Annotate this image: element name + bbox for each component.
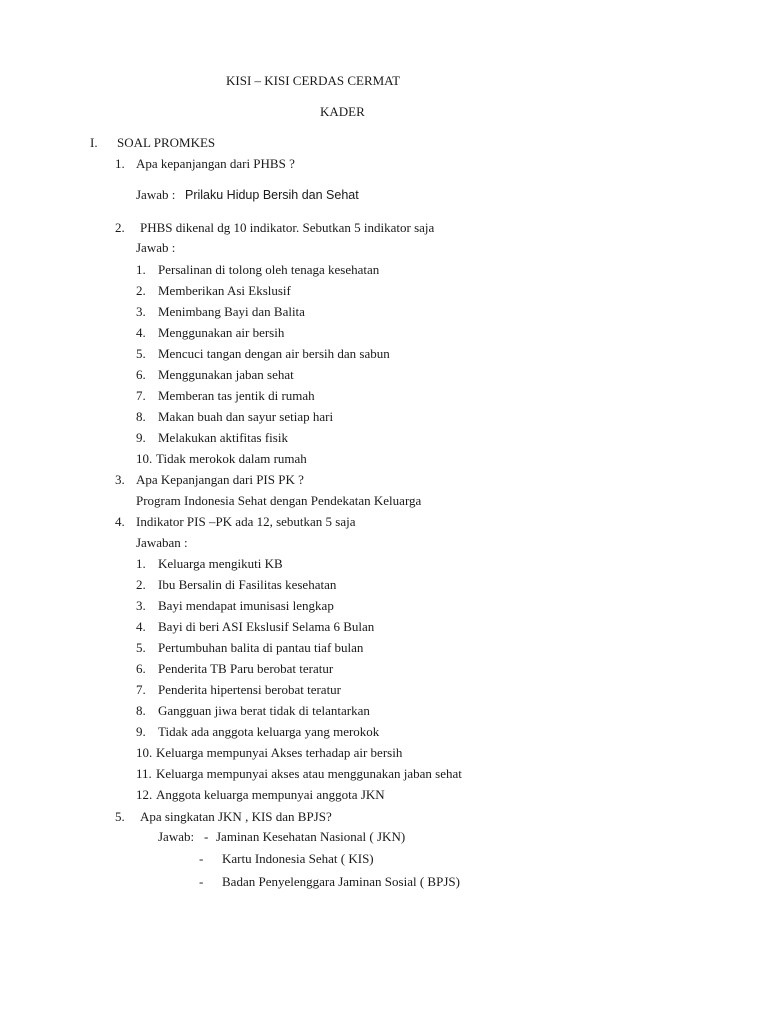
list-item-text: Menggunakan jaban sehat	[158, 367, 294, 382]
document-subtitle: KADER	[320, 104, 365, 119]
q5-bullet: -	[199, 874, 204, 889]
list-item-text: Bayi mendapat imunisasi lengkap	[158, 598, 334, 613]
q3-answer: Program Indonesia Sehat dengan Pendekatan Keluarga	[136, 493, 422, 508]
q5-bullet: -	[204, 829, 209, 844]
list-item-number: 10.	[136, 451, 153, 466]
q4-answer-label: Jawaban :	[136, 535, 188, 550]
list-item-number: 9.	[136, 430, 146, 445]
list-item-number: 8.	[136, 409, 146, 424]
list-item-text: Memberikan Asi Ekslusif	[158, 283, 291, 298]
list-item-text: Menimbang Bayi dan Balita	[158, 304, 305, 319]
list-item-text: Gangguan jiwa berat tidak di telantarkan	[158, 703, 370, 718]
list-item-number: 4.	[136, 325, 146, 340]
q5-bullet: -	[199, 851, 204, 866]
list-item-text: Penderita hipertensi berobat teratur	[158, 682, 342, 697]
list-item-number: 3.	[136, 598, 146, 613]
q5-text: Apa singkatan JKN , KIS dan BPJS?	[140, 809, 332, 824]
q2-answer-label: Jawab :	[136, 240, 176, 255]
list-item-number: 6.	[136, 661, 146, 676]
q1-answer-label: Jawab :	[136, 187, 176, 202]
list-item-number: 5.	[136, 640, 146, 655]
list-item-number: 5.	[136, 346, 146, 361]
q2-text: PHBS dikenal dg 10 indikator. Sebutkan 5 indikator saja	[140, 220, 435, 235]
list-item-number: 1.	[136, 262, 146, 277]
list-item-text: Makan buah dan sayur setiap hari	[158, 409, 334, 424]
q5-item: Badan Penyelenggara Jaminan Sosial ( BPJS)	[222, 874, 460, 889]
list-item-text: Pertumbuhan balita di pantau tiaf bulan	[158, 640, 364, 655]
list-item-text: Keluarga mengikuti KB	[158, 556, 283, 571]
list-item-number: 6.	[136, 367, 146, 382]
list-item-number: 2.	[136, 283, 146, 298]
list-item-number: 10.	[136, 745, 153, 760]
list-item-number: 3.	[136, 304, 146, 319]
list-item-text: Ibu Bersalin di Fasilitas kesehatan	[158, 577, 337, 592]
q5-answer-label: Jawab:	[158, 829, 195, 844]
list-item-number: 8.	[136, 703, 146, 718]
list-item-text: Penderita TB Paru berobat teratur	[158, 661, 334, 676]
list-item-number: 2.	[136, 577, 146, 592]
list-item-number: 7.	[136, 682, 146, 697]
list-item-text: Menggunakan air bersih	[158, 325, 285, 340]
q4-text: Indikator PIS –PK ada 12, sebutkan 5 saja	[136, 514, 356, 529]
list-item-text: Keluarga mempunyai akses atau menggunakan jaban sehat	[156, 766, 462, 781]
list-item-text: Anggota keluarga mempunyai anggota JKN	[156, 787, 385, 802]
q5-number: 5.	[115, 809, 125, 824]
list-item-number: 11.	[136, 766, 152, 781]
q5-item: Kartu Indonesia Sehat ( KIS)	[222, 851, 374, 866]
section-number: I.	[90, 135, 98, 150]
q1-answer: Prilaku Hidup Bersih dan Sehat	[185, 188, 359, 202]
list-item-text: Keluarga mempunyai Akses terhadap air bersih	[156, 745, 403, 760]
list-item-text: Bayi di beri ASI Ekslusif Selama 6 Bulan	[158, 619, 375, 634]
list-item-number: 1.	[136, 556, 146, 571]
section-title: SOAL PROMKES	[117, 135, 216, 150]
q3-number: 3.	[115, 472, 125, 487]
list-item-text: Memberan tas jentik di rumah	[158, 388, 315, 403]
list-item-number: 12.	[136, 787, 153, 802]
document-title: KISI – KISI CERDAS CERMAT	[226, 73, 401, 88]
list-item-text: Tidak merokok dalam rumah	[156, 451, 307, 466]
list-item-number: 7.	[136, 388, 146, 403]
list-item-text: Persalinan di tolong oleh tenaga kesehatan	[158, 262, 380, 277]
list-item-number: 9.	[136, 724, 146, 739]
q4-number: 4.	[115, 514, 125, 529]
list-item-text: Mencuci tangan dengan air bersih dan sabun	[158, 346, 390, 361]
q1-number: 1.	[115, 156, 125, 171]
q3-text: Apa Kepanjangan dari PIS PK ?	[136, 472, 304, 487]
list-item-text: Melakukan aktifitas fisik	[158, 430, 288, 445]
list-item-number: 4.	[136, 619, 146, 634]
q2-number: 2.	[115, 220, 125, 235]
list-item-text: Tidak ada anggota keluarga yang merokok	[158, 724, 380, 739]
q1-text: Apa kepanjangan dari PHBS ?	[136, 156, 295, 171]
q5-item: Jaminan Kesehatan Nasional ( JKN)	[216, 829, 406, 844]
